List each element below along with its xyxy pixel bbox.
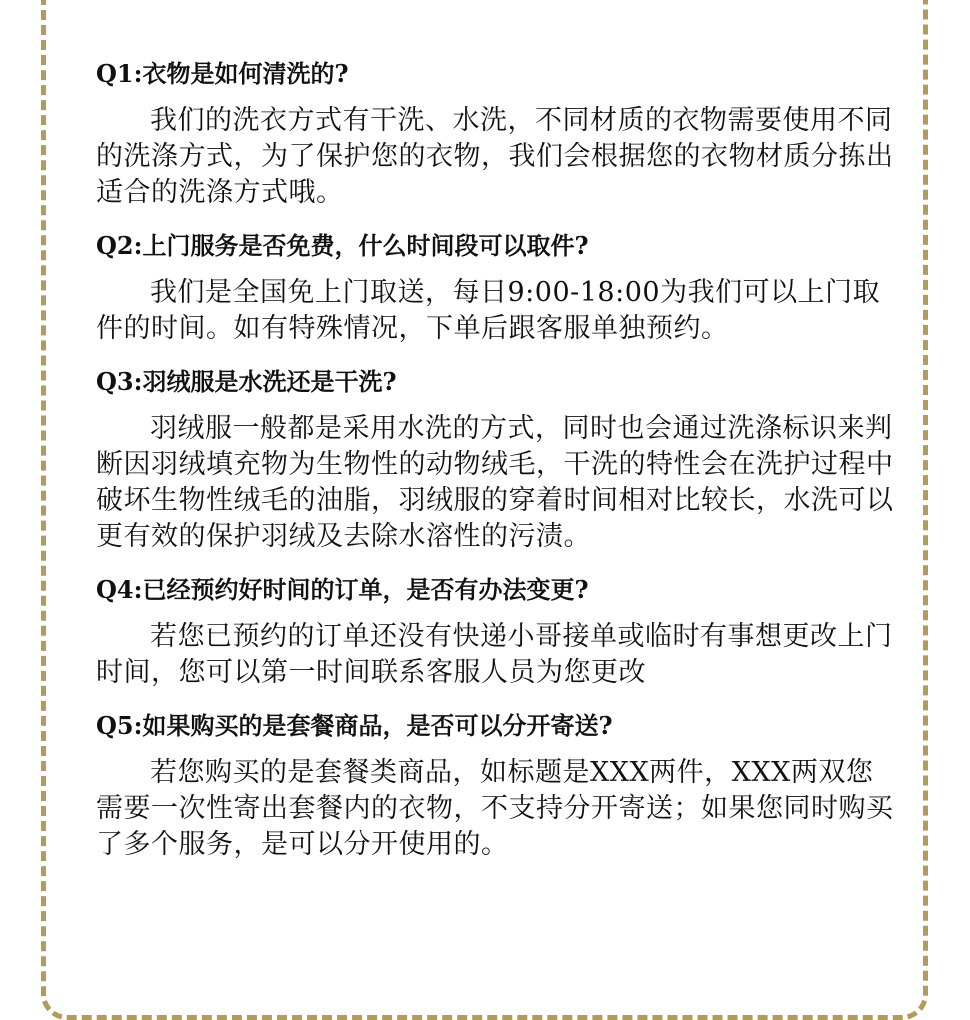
faq-answer-4: 若您已预约的订单还没有快递小哥接单或临时有事想更改上门时间，您可以第一时间联系客服人员为您更改	[96, 621, 893, 688]
faq-answer-1: 我们的洗衣方式有干洗、水洗，不同材质的衣物需要使用不同的洗涤方式，为了保护您的衣物，我们会根据您的衣物材质分拣出适合的洗涤方式哦。	[96, 105, 894, 208]
faq-item-2	[96, 227, 896, 347]
faq-item-5	[96, 707, 896, 863]
faq-question-2: Q2:上门服务是否免费，什么时间段可以取件?	[96, 231, 589, 260]
faq-list	[96, 55, 896, 879]
faq-question-3: Q3:羽绒服是水洗还是干洗?	[96, 367, 397, 396]
faq-item-1	[96, 55, 896, 211]
faq-answer-2: 我们是全国免上门取送，每日9:00-18:00为我们可以上门取件的时间。如有特殊情况，下单后跟客服单独预约。	[96, 277, 881, 344]
faq-answer-3: 羽绒服一般都是采用水洗的方式，同时也会通过洗涤标识来判断因羽绒填充物为生物性的动物绒毛，干洗的特性会在洗护过程中破坏生物性绒毛的油脂，羽绒服的穿着时间相对比较长，水洗可以更有效的保护羽绒及去除水溶性的污渍。	[96, 413, 894, 552]
faq-item-3	[96, 363, 896, 555]
faq-question-1: Q1:衣物是如何清洗的?	[96, 59, 349, 88]
faq-item-4	[96, 571, 896, 691]
faq-answer-5: 若您购买的是套餐类商品，如标题是XXX两件，XXX两双您需要一次性寄出套餐内的衣物，不支持分开寄送；如果您同时购买了多个服务，是可以分开使用的。	[96, 757, 894, 860]
faq-question-5: Q5:如果购买的是套餐商品，是否可以分开寄送?	[96, 711, 613, 740]
faq-question-4: Q4:已经预约好时间的订单，是否有办法变更?	[96, 575, 589, 604]
